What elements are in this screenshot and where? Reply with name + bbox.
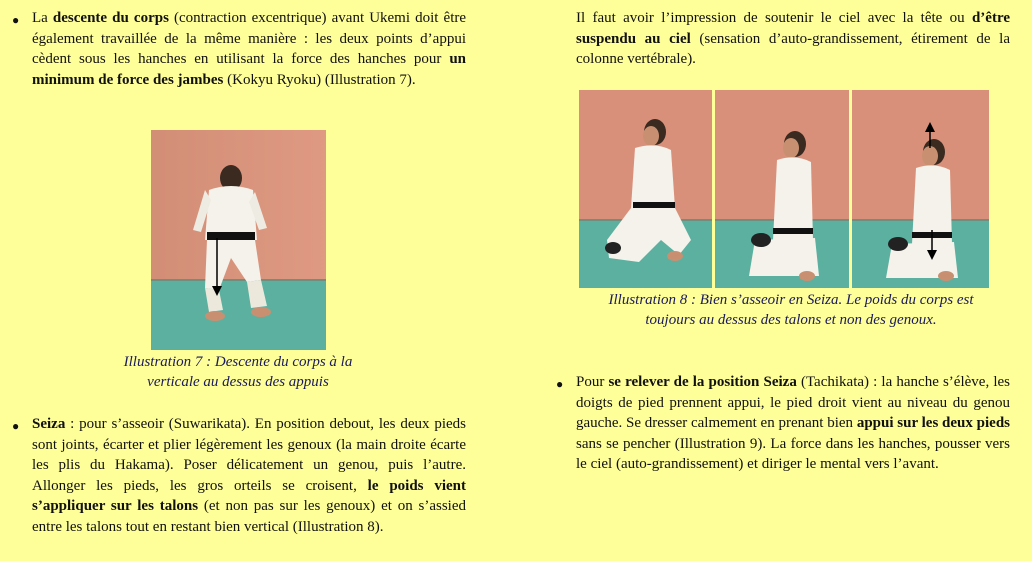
illustration-7-caption: Illustration 7 : Descente du corps à la verticale au dessus des appuis	[123, 354, 353, 390]
illustration-8-caption: Illustration 8 : Bien s’asseoir en Seiza. Le poids du corps est toujours au dessus des talons et non des genoux.	[608, 292, 974, 328]
paragraph-seiza: Seiza : pour s’asseoir (Suwarikata). En position debout, les deux pieds sont joints, écarter et plier légèrement les genoux (la main droite écarte les plis du Hakama). Poser délicatement un genou, puis l’autre. Allonger les pieds, les gros orteils se croisent, le poids vient s’appliquer sur les talons (et non pas sur les genoux) et on s’assied entre les talons tout en restant bien vertical (Illustration 8).	[32, 416, 466, 535]
bullet-icon: ●	[12, 13, 20, 27]
illustration-8-photo-1	[579, 90, 712, 288]
bullet-icon: ●	[556, 377, 564, 391]
illustration-8-photo-2	[715, 90, 849, 288]
paragraph-descente: La descente du corps (contraction excentrique) avant Ukemi doit être également travaillée de la même manière : les deux points d’appui cèdent sous les hanches en utilisant la force des hanches pour un minimum de force des jambes (Kokyu Ryoku) (Illustration 7).	[32, 10, 467, 88]
bullet-icon: ●	[12, 419, 20, 433]
illustration-7-photo	[151, 130, 326, 350]
paragraph-relever: Pour se relever de la position Seiza (Tachikata) : la hanche s’élève, les doigts de pied prennent appui, le pied droit vient au niveau du genou gauche. Se dresser calmement en prenant bien appui sur les deux pieds sans se pencher (Illustration 9). La force dans les hanches, pousser vers le ciel (auto-grandissement) et diriger le mental vers l’avant.	[576, 374, 1010, 472]
paragraph-ciel: Il faut avoir l’impression de soutenir le ciel avec la tête ou d’être suspendu au ciel (sensation d’auto-grandissement, étirement de la colonne vertébrale).	[576, 10, 1010, 67]
illustration-8-photo-3	[852, 90, 989, 288]
